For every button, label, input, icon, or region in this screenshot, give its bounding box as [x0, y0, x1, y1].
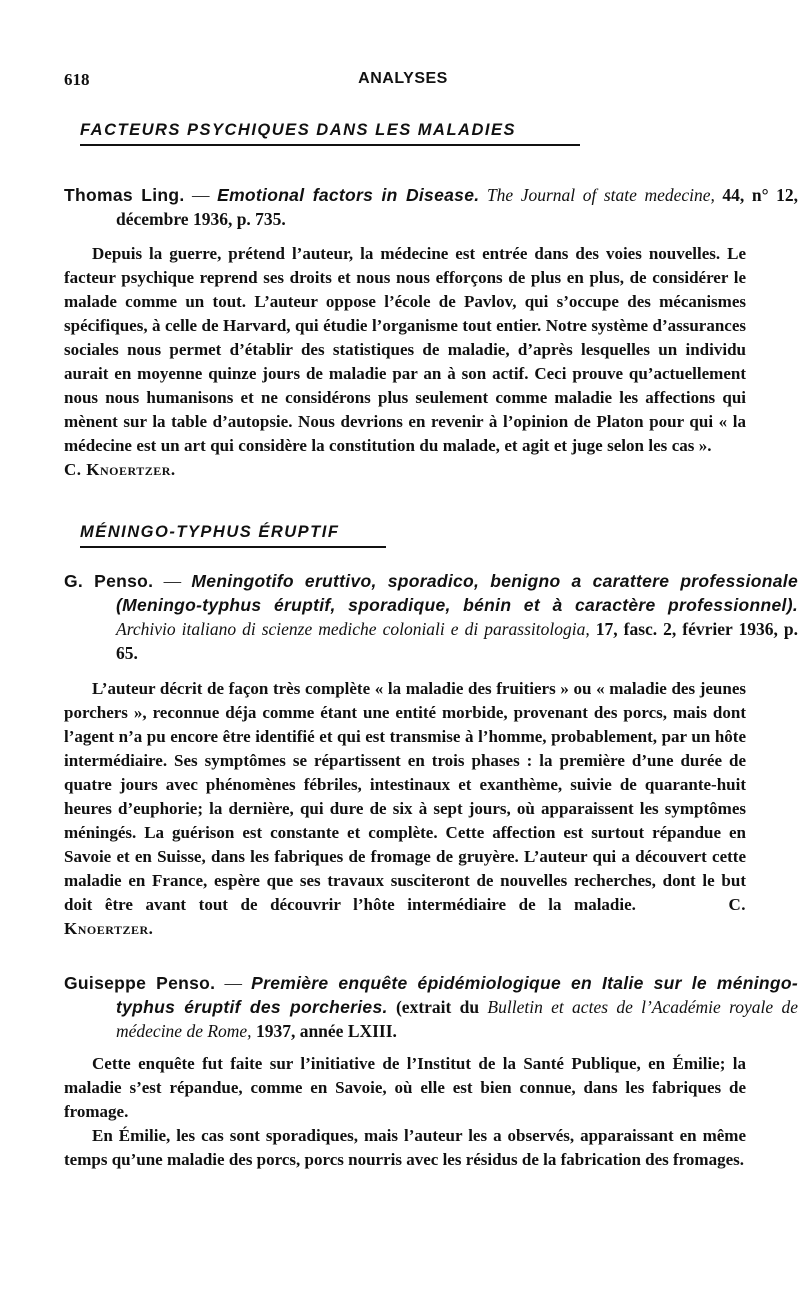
entry-journal: The Journal of state medecine,: [486, 185, 715, 205]
entry-head-ling: [64, 183, 798, 231]
entry-title: Meningotifo eruttivo, sporadico, benigno a carattere professionale: [191, 571, 798, 591]
entry-author: G. Penso.: [64, 571, 154, 591]
page-number: 618: [64, 70, 90, 89]
entry-citation: 17, fasc. 2, février 1936, p. 65.: [116, 619, 798, 663]
entry-journal: Bulletin et actes de l’Académie royale de médecine de Rome,: [116, 997, 798, 1041]
abstract-paragraph: Cette enquête fut faite sur l’initiative de l’Institut de la Santé Publique, en Émilie; la maladie s’est répandue, comme en Savoie, où elle est bien connue, dans les fabriques de fromage.: [64, 1054, 746, 1121]
entry-journal: Archivio italiano di scienze mediche coloniali e di parassitologia,: [116, 619, 590, 639]
entry-head-penso-giuseppe: [64, 971, 798, 1043]
paragraph-text: Depuis la guerre, prétend l’auteur, la médecine est entrée dans des voies nouvelles. Le facteur psychique reprend ses droits et nous nous efforçons de plus en plus, de considérer le malade comme un tout. L’auteur oppose l’école de Pavlov, qui s’occupe des mécanismes spécifiques, à celle de Harvard, qui étudie l’organisme tout entier. Notre système d’assurances sociales nous permet d’établir des statistiques de maladie, d’après lesquelles un individu aurait en moyenne quinze jours de maladie par an à son actif. Ceci prouve qu’actuellement nous nous humanisons et ne considérons plus seulement comme maladie les affections qui mènent sur la table d’autopsie. Nous devrions en revenir à l’opinion de Platon pour qui « la médecine est un art qui considère la constitution du malade, et agit et juge selon les cas ».: [64, 244, 746, 455]
entry-head-penso-g: [64, 569, 798, 665]
running-head: ANALYSES: [358, 70, 448, 87]
signature: C. Knoertzer.: [64, 895, 746, 938]
signature: C. Knoertzer.: [64, 460, 176, 479]
entry-title: Emotional factors in Disease.: [217, 185, 480, 205]
paragraph-text: L’auteur décrit de façon très complète « la maladie des fruitiers » ou « maladie des jeunes porchers », reconnue déja comme étant une entité morbide, provenant des porcs, mais dont l’agent n’a pu encore être identifié et qui est transmise à l’homme, probablement, par un hôte intermédiaire. Ses symptômes se répartissent en trois phases : la première d’une durée de quatre jours avec phénomènes fébriles, intestinaux et exanthème, suivie de quarante-huit heures d’euphorie; la dernière, qui dure de six à sept jours, où apparaissent les symptômes méningés. La guérison est constante et complète. Cette affection est surtout répandue en Savoie et en Suisse, dans les fabriques de fromage de gruyère. L’auteur qui a découvert cette maladie en France, espère que ses travaux susciteront de nouvelles recherches, dont le but doit être avant tout de découvrir l’hôte intermédiaire de la maladie.: [64, 679, 746, 914]
entry-citation: 44, n° 12, décembre 1936, p. 735.: [116, 185, 798, 229]
entry-author: Guiseppe Penso.: [64, 973, 216, 993]
section-rule: [80, 546, 386, 548]
entry-dash: —: [153, 571, 192, 591]
entry-citation: 1937, année LXIII.: [251, 1021, 397, 1041]
entry-author: Thomas Ling.: [64, 185, 185, 205]
abstract-paragraph: [64, 677, 746, 941]
entry-dash: —: [184, 185, 218, 205]
entry-dash: —: [215, 973, 252, 993]
abstract-paragraph: En Émilie, les cas sont sporadiques, mais l’auteur les a observés, apparaissant en même temps qu’une maladie des porcs, porcs nourris avec les résidus de la fabrication des fromages.: [64, 1126, 746, 1169]
entry-title-french: (Meningo-typhus éruptif, sporadique, bénin et à caractère professionnel).: [116, 595, 798, 615]
page-header: [64, 70, 742, 94]
abstract-paragraph: [64, 242, 746, 482]
entry-title: Première enquête épidémiologique en Italie sur le méningo-typhus éruptif des porcheries.: [116, 973, 799, 1017]
section-title-meningo: MÉNINGO-TYPHUS ÉRUPTIF: [80, 523, 340, 541]
section-title-facteurs: FACTEURS PSYCHIQUES DANS LES MALADIES: [80, 121, 516, 139]
entry-extract-prefix: (extrait du: [387, 997, 488, 1017]
section-rule: [80, 144, 580, 146]
